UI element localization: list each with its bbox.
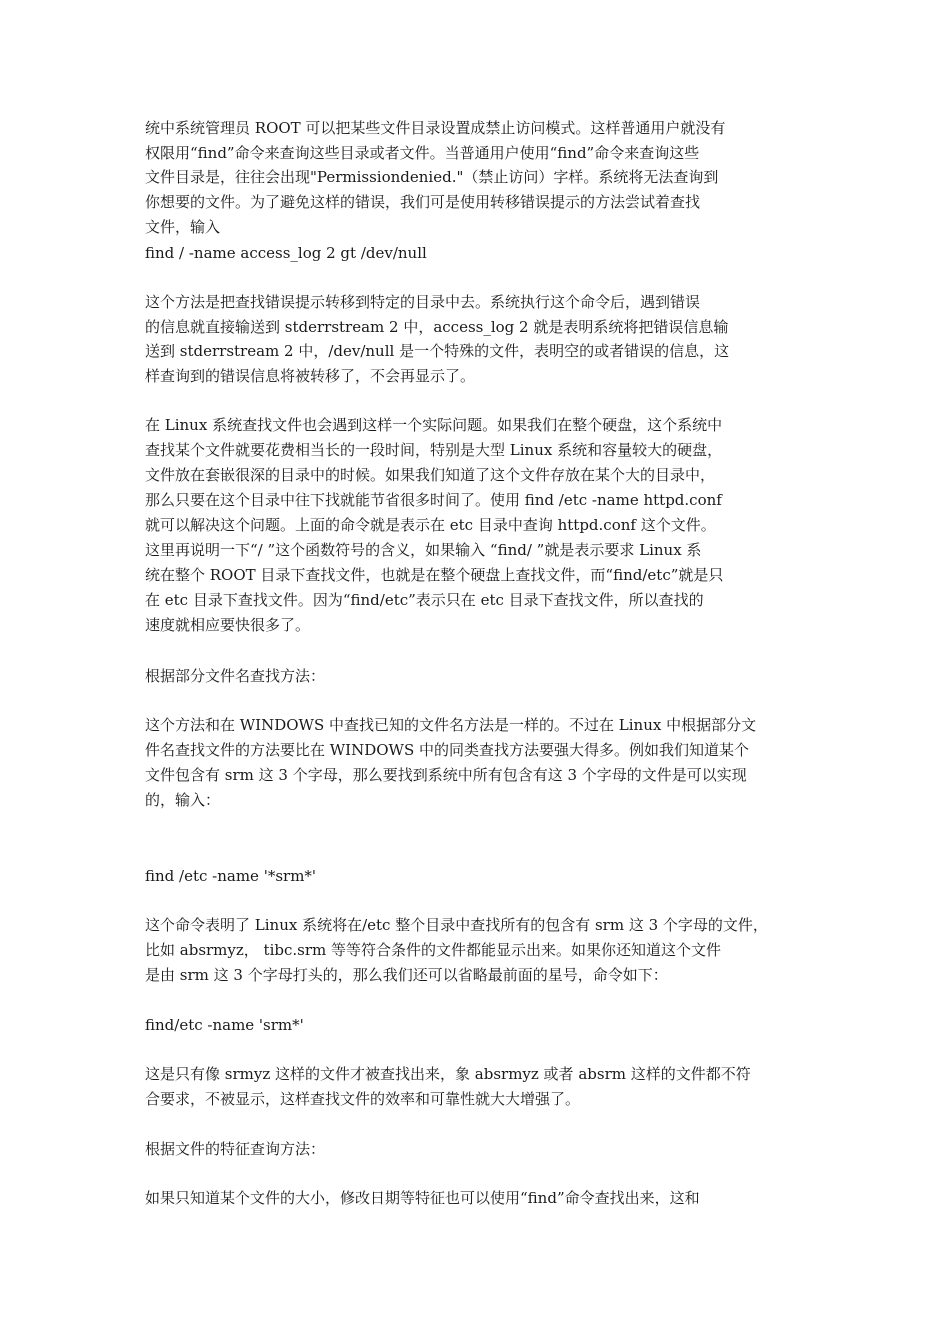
text-line: 那么只要在这个目录中往下找就能节省很多时间了。使用 find /etc -name httpd.conf [145,491,722,509]
text-line: 文件目录是，往往会出现"Permissiondenied."（禁止访问）字样。系统将无法查询到 [145,168,719,186]
text-line: 的信息就直接输送到 stderrstream 2 中，access_log 2 就是表明系统将把错误信息输 [145,318,729,336]
text-line: 文件包含有 srm 这 3 个字母，那么要找到系统中所有包含有这 3 个字母的文件是可以实现 [145,766,747,784]
text-line: 文件，输入 [145,218,221,236]
text-line: 是由 srm 这 3 个字母打头的，那么我们还可以省略最前面的星号，命令如下： [145,966,668,984]
text-line: 文件放在套嵌很深的目录中的时候。如果我们知道了这个文件存放在某个大的目录中， [145,466,716,484]
command-line: find / -name access_log 2 gt /dev/null [145,244,427,262]
text-line: 的，输入： [145,791,221,809]
text-line: 样查询到的错误信息将被转移了，不会再显示了。 [145,367,476,385]
text-line: 这个方法和在 WINDOWS 中查找已知的文件名方法是一样的。不过在 Linux 中根据部分文 [145,716,757,734]
text-line: 这是只有像 srmyz 这样的文件才被查找出来，象 absrmyz 或者 absrm 这样的文件都不符 [145,1065,751,1083]
text-line: 统中系统管理员 ROOT 可以把某些文件目录设置成禁止访问模式。这样普通用户就没有 [145,119,726,137]
command-line: find/etc -name 'srm*' [145,1016,304,1034]
text-line: 合要求，不被显示，这样查找文件的效率和可靠性就大大增强了。 [145,1090,581,1108]
text-line: 统在整个 ROOT 目录下查找文件，也就是在整个硬盘上查找文件，而“find/etc”就是只 [145,566,724,584]
text-line: 查找某个文件就要花费相当长的一段时间，特别是大型 Linux 系统和容量较大的硬盘， [145,441,723,459]
section-heading: 根据文件的特征查询方法： [145,1140,326,1158]
text-line: 就可以解决这个问题。上面的命令就是表示在 etc 目录中查询 httpd.conf 这个文件。 [145,516,716,534]
text-line: 在 etc 目录下查找文件。因为“find/etc”表示只在 etc 目录下查找文件，所以查找的 [145,591,704,609]
text-line: 这个方法是把查找错误提示转移到特定的目录中去。系统执行这个命令后，遇到错误 [145,293,701,311]
text-line: 这个命令表明了 Linux 系统将在/etc 整个目录中查找所有的包含有 srm 这 3 个字母的文件， [145,916,768,934]
text-line: 比如 absrmyz， tibc.srm 等等符合条件的文件都能显示出来。如果你还知道这个文件 [145,941,722,959]
text-line: 速度就相应要快很多了。 [145,616,311,634]
text-line: 权限用“find”命令来查询这些目录或者文件。当普通用户使用“find”命令来查询这些 [145,144,700,162]
text-line: 如果只知道某个文件的大小，修改日期等特征也可以使用“find”命令查找出来，这和 [145,1189,700,1207]
text-line: 这里再说明一下“/ ”这个函数符号的含义，如果输入 “find/ ”就是表示要求 Linux 系 [145,541,702,559]
text-line: 送到 stderrstream 2 中，/dev/null 是一个特殊的文件，表明空的或者错误的信息，这 [145,342,730,360]
text-line: 你想要的文件。为了避免这样的错误，我们可是使用转移错误提示的方法尝试着查找 [145,193,701,211]
text-line: 件名查找文件的方法要比在 WINDOWS 中的同类查找方法要强大得多。例如我们知道某个 [145,741,750,759]
text-line: 在 Linux 系统查找文件也会遇到这样一个实际问题。如果我们在整个硬盘，这个系统中 [145,416,723,434]
command-line: find /etc -name '*srm*' [145,867,317,885]
section-heading: 根据部分文件名查找方法： [145,667,326,685]
